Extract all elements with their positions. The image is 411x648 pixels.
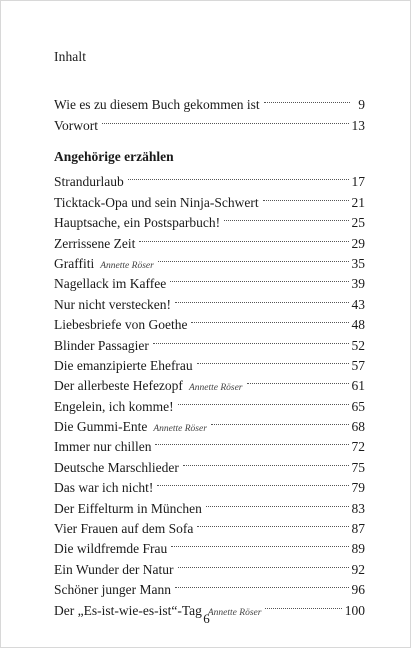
toc-entry-author: Annette Röser: [188, 383, 243, 394]
toc-entry-page: 96: [351, 582, 365, 598]
toc-entry: [54, 166, 365, 190]
toc-entry-title: Deutsche Marschlieder: [54, 459, 179, 475]
dot-leader: [139, 227, 348, 247]
toc-entry-title: Hauptsache, ein Postsparbuch!: [54, 215, 221, 231]
toc-entry-page: 48: [351, 317, 365, 333]
toc-entry-title: Nur nicht verstecken!: [54, 296, 171, 312]
toc-entry-title: Der „Es-ist-wie-es-ist“-Tag: [54, 602, 202, 618]
toc-entry-page: 13: [351, 117, 365, 133]
toc-entry-page: 89: [351, 541, 365, 557]
dot-leader: [197, 513, 348, 533]
dot-leader: [153, 329, 349, 349]
toc-entry-title: Engelein, ich komme!: [54, 398, 174, 414]
toc-entry-title: Ticktack-Opa und sein Ninja-Schwert: [54, 194, 259, 210]
toc-entry-page: 61: [351, 378, 365, 394]
dot-leader: [197, 350, 349, 370]
toc-entry-page: 87: [351, 521, 365, 537]
toc-entry-title: Ein Wunder der Natur: [54, 561, 174, 577]
toc-entry-title: Der allerbeste Hefezopf: [54, 378, 183, 394]
dot-leader: [247, 370, 349, 390]
toc-entry-title: Immer nur chillen: [54, 439, 152, 455]
toc-entry-author: Annette Röser: [100, 260, 154, 271]
dot-leader: [157, 472, 348, 492]
toc-entry-title: Die emanzipierte Ehefrau: [54, 357, 193, 373]
toc-entry-author: Annette Röser: [207, 607, 262, 618]
toc-entry-page: 35: [351, 255, 365, 271]
toc-entry-title: Schöner junger Mann: [54, 582, 171, 598]
dot-leader: [155, 431, 348, 451]
toc-entry-page: 68: [351, 419, 365, 435]
toc-entry-page: 52: [351, 337, 365, 353]
dot-leader: [224, 207, 348, 227]
toc-entry-title: Die wildfremde Frau: [54, 541, 168, 557]
toc-entry-title: Blinder Passagier: [54, 337, 149, 353]
toc-entry-page: 21: [351, 194, 365, 210]
toc-entry-page: 83: [351, 500, 365, 516]
toc-entry-page: 39: [351, 276, 365, 292]
toc-entry-title: Liebesbriefe von Goethe: [54, 317, 188, 333]
toc-entry: [54, 89, 365, 113]
dot-leader: [102, 109, 348, 129]
dot-leader: [178, 553, 349, 573]
dot-leader: [175, 288, 349, 308]
dot-leader: [170, 268, 348, 288]
dot-leader: [175, 574, 349, 594]
toc-entry-page: 75: [351, 459, 365, 475]
toc-entry-page: 79: [351, 480, 365, 496]
dot-leader: [178, 390, 349, 410]
dot-leader: [191, 309, 348, 329]
toc-entry-title: Wie es zu diesem Buch gekommen ist: [54, 97, 260, 113]
toc-entry-title: Der Eiffelturm in München: [54, 500, 202, 516]
toc-entry-title: Vorwort: [54, 117, 99, 133]
dot-leader: [264, 89, 350, 109]
toc-entry-title: Strandurlaub: [54, 174, 124, 190]
toc-entry-title: Nagellack im Kaffee: [54, 276, 167, 292]
page-number: 6: [203, 611, 210, 626]
toc-entry-title: Das war ich nicht!: [54, 480, 154, 496]
toc-entry-title: Graffiti: [54, 255, 95, 271]
dot-leader: [211, 411, 349, 431]
dot-leader: [158, 248, 349, 268]
section-heading: Angehörige erzählen: [54, 149, 174, 164]
dot-leader: [183, 451, 349, 471]
toc-entry-title: Zerrissene Zeit: [54, 235, 136, 251]
front-matter-list: [54, 89, 365, 133]
dot-leader: [171, 533, 348, 553]
toc-entry-page: 43: [351, 296, 365, 312]
toc-entry-page: 92: [351, 561, 365, 577]
toc-entry-page: 57: [351, 357, 365, 373]
dot-leader: [263, 186, 349, 206]
toc-entry-author: Annette Röser: [153, 424, 207, 435]
toc-entry-page: 72: [351, 439, 365, 455]
toc-entry-page: 17: [351, 174, 365, 190]
toc-entry-page: 25: [351, 215, 365, 231]
dot-leader: [128, 166, 349, 186]
toc-entry-page: 100: [344, 602, 365, 618]
dot-leader: [206, 492, 349, 512]
toc-entry-page: 9: [358, 97, 365, 113]
toc-entry-page: 65: [351, 398, 365, 414]
contents-heading: Inhalt: [54, 49, 87, 64]
section-entry-list: [54, 166, 365, 618]
toc-entry-title: Die Gummi-Ente: [54, 419, 148, 435]
toc-entry-title: Vier Frauen auf dem Sofa: [54, 521, 194, 537]
toc-entry-page: 29: [351, 235, 365, 251]
